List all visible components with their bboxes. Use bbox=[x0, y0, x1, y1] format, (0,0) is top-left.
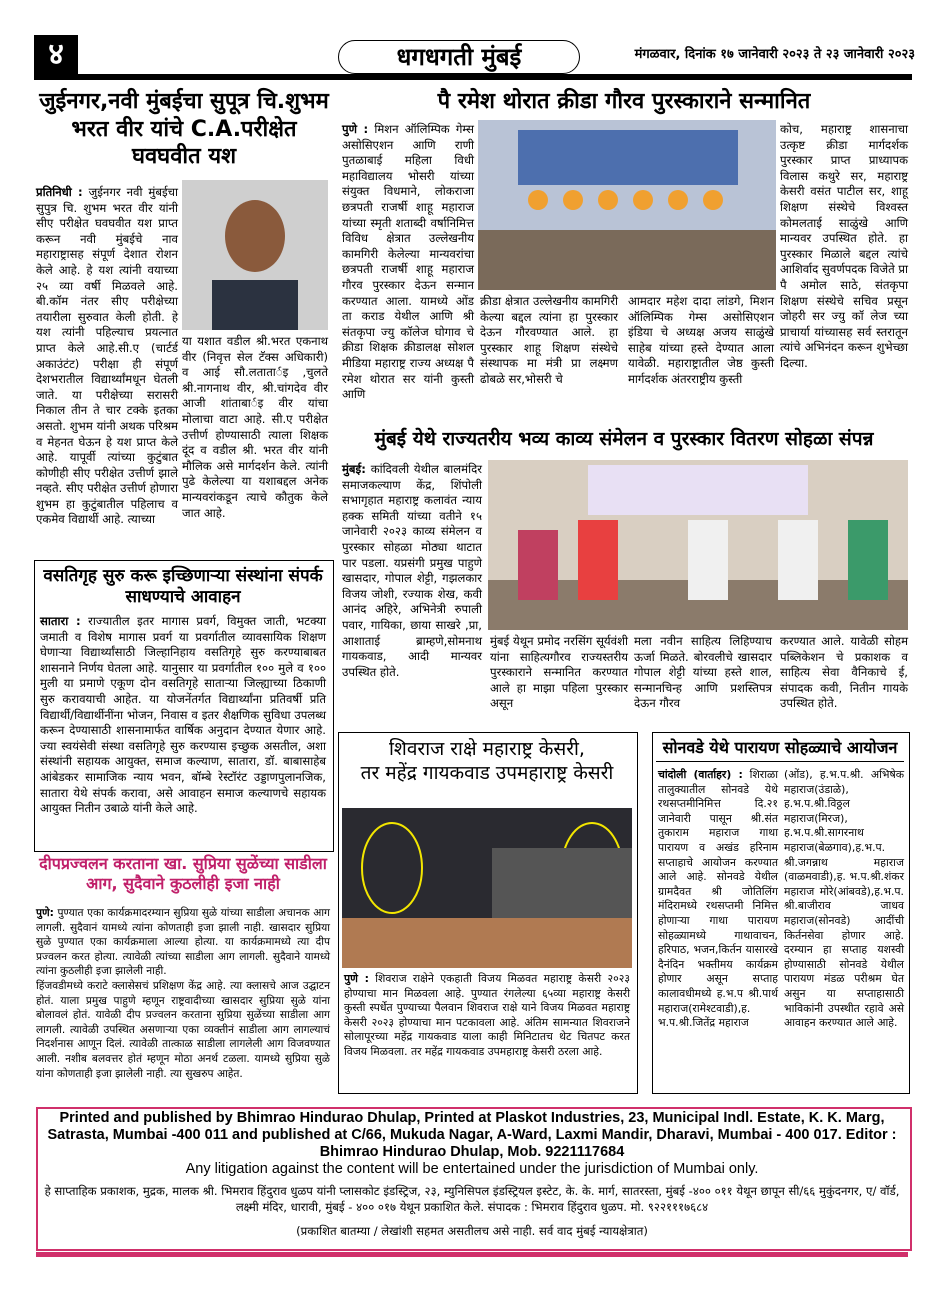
imprint-english: Printed and published by Bhimrao Hindurao Dhulap, Printed at Plaskot Industries, 23, Municipal Indl. Estate, K. K. Marg, Satrasta, Mumbai -400 011 and published at C/66, Mukuda Nagar, A-Ward, Laxmi Mandir, Dharavi, Mumbai - 400 017. Editor : Bhimrao Hindurao Dhulap, Mob. 9221117684 bbox=[47, 1110, 897, 1160]
article1-portrait-photo bbox=[182, 180, 328, 330]
article6-dateline: पुणे : bbox=[344, 972, 369, 985]
article5-body1: पुण्यात एका कार्यक्रमादरम्यान सुप्रिया सुळे यांच्या साडीला अचानक आग लागली. सुदैवानं यामध्ये त्यांना कोणताही इजा झाली नाही. खासदार सुप्रिया सुळे पुण्यात एका कार्यक्रमाला आल्या होत्या. या कार्यक्रमामध्ये त्या दीप प्रज्वलन करत होत्या. त्यावेळी त्यांच्या साडीला आग लागली. सुदैवाने यामध्ये त्यांना कुठलीही इजा झालेली नाही. bbox=[36, 907, 330, 978]
imprint-disclaimer: (प्रकाशित बातम्या / लेखांशी सहमत असतीलच असे नाही. सर्व वाद मुंबई न्यायक्षेत्रात) bbox=[296, 1224, 648, 1238]
article5-dateline: पुणे: bbox=[36, 907, 54, 919]
article2-headline: पै रमेश थोरात क्रीडा गौरव पुरस्काराने सन्मानित bbox=[437, 89, 811, 114]
article7-col2: (ओंड), ह.भ.प.श्री. अभिषेक महाराज(उंडाळे), ह.भ.प.श्री.विठ्ठल महाराज(मिरज), ह.भ.प.श्री.सागरनाथ महाराज(बेळगाव),ह.भ.प. श्री.जगन्नाथ महाराज (वाळमवाडी),ह. भ.प.श्री.शंकर महाराज मोरे(आंबवडे),ह.भ.प. श्री.बाजीराव जाधव महाराज(सोनवडे) आदींची किर्तनसेवा होणार आहे. दरम्यान हा सप्ताह यशस्वी होण्यासाठी सोनवडे येथील पारायण मंडळ परीश्रम घेत असुन या सप्ताहासाठी भाविकांनी उपस्थीत रहावे असे आवाहन करण्यात आले आहे. bbox=[784, 768, 904, 1030]
article4-ceremony-photo bbox=[488, 460, 908, 630]
article6-wrestling-photo bbox=[342, 808, 632, 968]
masthead-logo: धगधगती मुंबई bbox=[338, 40, 580, 74]
article6-headline-line1: शिवराज राक्षे महाराष्ट्र केसरी, bbox=[389, 738, 585, 760]
article1-dateline: प्रतिनिधी : bbox=[36, 185, 83, 199]
article2-col2: क्रीडा क्षेत्रात उल्लेखनीय कामगिरी केल्या बद्दल त्यांना हा पुरस्कार देऊन गौरवण्यात आले. हा पुरस्कार शाहू शिक्षण संस्थेचे संस्थापक मा मंत्री प्रा लक्ष्मण ढोबळे सर,भोसरी चे bbox=[480, 294, 618, 386]
imprint-jurisdiction: Any litigation against the content will be entertained under the jurisdiction of Mumbai only. bbox=[185, 1161, 759, 1177]
page-number: ४ bbox=[34, 35, 78, 75]
article4-col1: कांदिवली येथील बालमंदिर समाजकल्याण केंद्र, शिंपोली सभागृहात महाराष्ट्र कलावंत न्याय हक्क समिती यांच्या वतीने १५ जानेवारी २०२३ काव्य संमेलन व पुरस्कार सोहळा मोठ्या थाटात पार पडला. यप्रसंगी प्रमुख पाहुणे खासदार, गोपाल शेट्टी, गझलकार विजय जोशी, रज्याक शेख, कवी आनंद अहिरे, अभिनेत्री रुपाली पवार, गायिका, छाया साखरे ,प्रा, आशाताई ब्राम्हणे,सोमनाथ गायकवाड, आदी मान्यवर उपस्थित होते. bbox=[342, 462, 483, 679]
article1-col1: जुईनगर नवी मुंबईचा सुपुत्र चि. शुभम भरत वीर यांनी सीए परीक्षेत घवघवीत यश प्राप्त करून नवी मुंबईचे नाव महाराष्ट्रासह संपूर्ण देशात रोशन केले आहे. हे यश त्यांनी वयाच्या २५ व्या वर्षी मिळवले आहे. बी.कॉम नंतर सीए परीक्षेच्या तयारीला सुरुवात केली होती. हे यश त्यांनी पहिल्याच प्रयत्नात प्राप्त केले आहे.सी.ए (चार्टर्ड अकाउंटंट) परीक्षा ही संपूर्ण देशभरातील विद्यार्थ्यांमधून घेतली जाते. या परीक्षेच्या सरासरी निकाल तीन ते चार टक्के इतका असतो. शुभम यांनी अथक परिश्रम व मेहनत घेऊन हे यश प्राप्त केले आहे. यापूर्वी त्यांच्या कुटुंबात कोणीही सीए परीक्षेत उत्तीर्ण झाले नव्हते. सीए परीक्षेत उत्तीर्ण होणारा शुभम हा कुटुंबातील पहिलाच व एकमेव विद्यार्थी आहे. त्याच्या bbox=[36, 185, 178, 527]
article7-dateline: चांदोली (वार्ताहर) : bbox=[658, 768, 743, 781]
article2-col3: आमदार महेश दादा लांडगे, मिशन ऑलिम्पिक गेम्स असोसिएशन इंडिया चे अध्यक्ष अजय साळुंखे साहेब यांच्या हस्ते देण्यात आला यावेळी. महाराष्ट्रातील जेष्ठ कुस्ती मार्गदर्शक अंतरराष्ट्रीय कुस्ती bbox=[628, 294, 774, 386]
article1-col2: या यशात वडील श्री.भरत एकनाथ वीर (निवृत्त सेल टॅक्स अधिकारी) व आई सौ.लतातार्इ ,चुलते श्री.नागनाथ वीर, श्री.चांगदेव वीर आजी शांताबार्इ वीर यांचा मोलाचा वाटा आहे. सी.ए परीक्षेत उत्तीर्ण होण्यासाठी त्याला शिक्षक दूंद व वडील श्री. भरत वीर यांनी मौलिक असे मार्गदर्शन केले. त्यांनी पुढे केलेल्या या यशाबद्दल अनेक मान्यवरांकडून त्याचे कौतुक केले जात आहे. bbox=[182, 334, 328, 520]
article5-headline: दीपप्रज्वलन करताना खा. सुप्रिया सुळेंच्या साडीला आग, सुदैवाने कुठलीही इजा नाही bbox=[39, 854, 327, 893]
article6-headline-line2: तर महेंद्र गायकवाड उपमहाराष्ट्र केसरी bbox=[360, 761, 614, 784]
article4-col4: करण्यात आले. यावेळी सोहम पब्लिकेशन चे प्रकाशक व साहित्य सेवा वैनिकाचे ई, संपादक कवी, नितीन गायके उपस्थित होते. bbox=[780, 634, 908, 711]
article7-col1: शिराळा तालुक्यातील सोनवडे येथे रथसप्तमीनिमित्त दि.२१ जानेवारी पासून श्री.संत तुकाराम महाराज गाथा पारायण व अखंड हरिनाम सप्ताहाचे आयोजन करण्यात आले आहे. सोनवडे येथील ग्रामदैवत श्री जोतिलिंग मंदिरामध्ये रथसप्तमी निमित्त होणाऱ्या गाथा पारायण सोहळ्यामध्ये गाथावाचन, हरिपाठ, भजन,किर्तन यासारखे दैनंदिन भक्तीमय कार्यक्रम होणार असून सप्ताह कालावधीमध्ये ह.भ.प श्री.पार्थ महाराज(रामेश्टवाडी),ह. भ.प.श्री.जितेंद्र महाराज bbox=[658, 768, 779, 1030]
article2-col4: कोच, महाराष्ट्र शासनाचा उत्कृष्ट क्रीडा मार्गदर्शक पुरस्कार प्राप्त प्राध्यापक विलास कथुरे सर, महाराष्ट्र केसरी वसंत पाटील सर, शाहू शिक्षण संस्थेचे विश्वस्त कोमलताई साळुंखे आणि मान्यवर उपस्थित होते. हा पुरस्कार मिळाले बद्दल त्यांचे आशिर्वाद सुवर्णपदक विजेते प्रा पै अमोल साठे, संतकृपा शिक्षण संस्थेचे सचिव प्रसून जोहरी सर ज्यु कॉ लेज च्या प्राचार्या यांच्यासह सर्व स्तरातून त्यांचे अभिनंदन करून शुभेच्छा दिल्या. bbox=[780, 122, 908, 370]
article4-col2: मुंबई येथून प्रमोद नरसिंग सूर्यवंशी यांना साहित्यगौरव राज्यस्तरीय पुरस्काराने सन्मानित करण्यात आले हा माझा पहिला पुरस्कार असून bbox=[490, 634, 628, 711]
header-rule bbox=[34, 74, 912, 80]
imprint-marathi: हे साप्ताहिक प्रकाशक, मुद्रक, मालक श्री. भिमराव हिंदुराव धुळप यांनी प्लासकोट इंडस्ट्रिज, २३, म्युनिसिपल इंडस्ट्रियल इस्टेट, के. के. मार्ग, सातरस्ता, मुंबई -४०० ०११ येथून छापून सी/६६ मुकुंदनगर, ए/ वॉर्ड, लक्ष्मी मंदिर, धारावी, मुंबई - ४०० ०१७ येथून प्रकाशित केले. संपादक : भिमराव हिंदुराव धुळप. मो. ९२२१११७६८४ bbox=[44, 1184, 900, 1214]
article7-headline: सोनवडे येथे पारायण सोहळ्याचे आयोजन bbox=[656, 738, 904, 762]
article3-headline: वसतिगृह सुरु करू इच्छिणाऱ्या संस्थांना संपर्क साधण्याचे आवाहन bbox=[43, 566, 323, 608]
footer-rule bbox=[36, 1252, 908, 1257]
article4-dateline: मुंबई: bbox=[342, 462, 366, 476]
article6-body: शिवराज राक्षेने एकहाती विजय मिळवत महाराष्ट्र केसरी २०२३ होण्याचा मान मिळवला आहे. पुण्यात रंगलेल्या ६५व्या महाराष्ट्र केसरी कुस्ती स्पर्धेत पुण्याच्या पैलवान शिवराज राक्षे याने विजय मिळवत महाराष्ट्र केसरी २०२३ होण्याचा मान पटकावला आहे. अंतिम सामन्यात शिवराजने सोलापूरच्या महेंद्र गायकवाड याला काही मिनिटातच थेट चितपट करत विजय मिळवला. तर महेंद्र गायकवाड उपमहाराष्ट्र केसरी ठरला आहे. bbox=[344, 972, 630, 1058]
article1-headline: जुईनगर,नवी मुंबईचा सुपूत्र चि.शुभम भरत वीर यांचे C.A.परीक्षेत घवघवीत यश bbox=[39, 89, 329, 169]
article5-body2: हिंजवडीमध्ये कराटे क्लासेसचं प्रशिक्षण केंद्र आहे. त्या क्लासचे आज उद्घाटन होतं. याला प्रमुख पाहुणे म्हणून राष्ट्रवादीच्या खासदार सुप्रिया सुळे यांना बोलावलं होतं. यावेळी दीप प्रज्वलन करताना सुप्रिया सुळेंच्या साडीला आग लागली. त्यावेळी उपस्थित असणाऱ्या एका व्यक्तीनं साडीला आग लागल्याचं निदर्शनास आणून दिलं. त्यावेळी तात्काळ साडीला लागलेली आग विजवण्यात आली. नशीब बलवत्तर होतं म्हणून मोठा अनर्थ टळला. यामध्ये सुप्रिया सुळे यांना कोणताही इजा झालेली नाही. त्या सुखरुप आहेत. bbox=[36, 979, 330, 1080]
article4-col3: मला नवीन साहित्य लिहिण्याच ऊर्जा मिळते. बोरवलीचे खासदार गोपाल शेट्टी यांच्या हस्ते शाल, सन्मानचिन्ह आणि प्रशस्तिपत्र देऊन गौरव bbox=[634, 634, 772, 711]
article2-award-photo bbox=[478, 120, 776, 290]
article4-headline: मुंबई येथे राज्यतरीय भव्य काव्य संमेलन व पुरस्कार वितरण सोहळा संपन्न bbox=[374, 428, 874, 450]
article2-col1: मिशन ऑलिम्पिक गेम्स असोसिएशन आणि राणी पुतळाबाई महिला विधी महाविद्यालय भोसरी यांच्या संयुक्त विधमाने, लोकराजा छत्रपती राजर्षी शाहू महाराज यांच्या स्मृती शताब्दी वर्षानिमित्त विविध क्षेत्रात उल्लेखनीय कामगिरी केलेल्या मान्यवरांचा छत्रपती राजर्षी शाहू महाराज गौरव पुरस्कार देऊन सन्मान करण्यात आला. यामध्ये ओंड ता कराड येथील आणि श्री संतकृपा ज्यु कॉलेज घोगाव चे क्रीडा शिक्षक क्रीडालक्ष सोशल मीडिया महाराष्ट्र राज्य अध्यक्ष पै रमेश थोरात सर यांनी कुस्ती आणि bbox=[342, 122, 474, 402]
article2-dateline: पुणे : bbox=[342, 122, 369, 136]
issue-date: मंगळवार, दिनांक १७ जानेवारी २०२३ ते २३ जानेवारी २०२३ bbox=[634, 47, 915, 62]
article3-dateline: सातारा : bbox=[40, 614, 81, 628]
article3-body: राज्यातील इतर मागास प्रवर्ग, विमुक्त जाती, भटक्या जमाती व विशेष मागास प्रवर्ग या प्रवर्गातील व्यावसायिक शिक्षण घेणाऱ्या विद्यार्थ्यांसाठी जिल्हानिहाय वसतिगृहे सुरु करण्याबाबत शासनाने निर्णय घेतला आहे. यानुसार या प्रवर्गातील १०० मुले व १०० मुली या प्रमाणे एकूण दोन वसतिगृहे साताऱ्या जिल्ह्याच्या ठिकाणी सुरु करावयाची आहेत. या योजनेंतर्गत विद्यार्थ्यांना प्रतिवर्षी प्रति विद्यार्थी/विद्यार्थीनींना भोजन, निवास व इतर शैक्षणिक सुविधा उपलब्ध करून देण्यासाठी शासनामार्फत वार्षिक अनुदान देण्यात येणार आहे. ज्या स्वयंसेवी संस्था वसतिगृहे सुरु करण्यास इच्छुक असतील, अशा संस्थांनी सहायक आयुक्त, समाज कल्याण, सातारा, डॉ. बाबासाहेब आंबेडकर सामाजिक न्याय भवन, बॉम्बे रेस्टॉरंट उड्डाणपुलानजिक, सातारा येथे संपर्क करावा, असे आवाहन समाज कल्याणचे सहायक आयुक्त नितीन उबाळे यांनी केले आहे. bbox=[40, 614, 326, 816]
